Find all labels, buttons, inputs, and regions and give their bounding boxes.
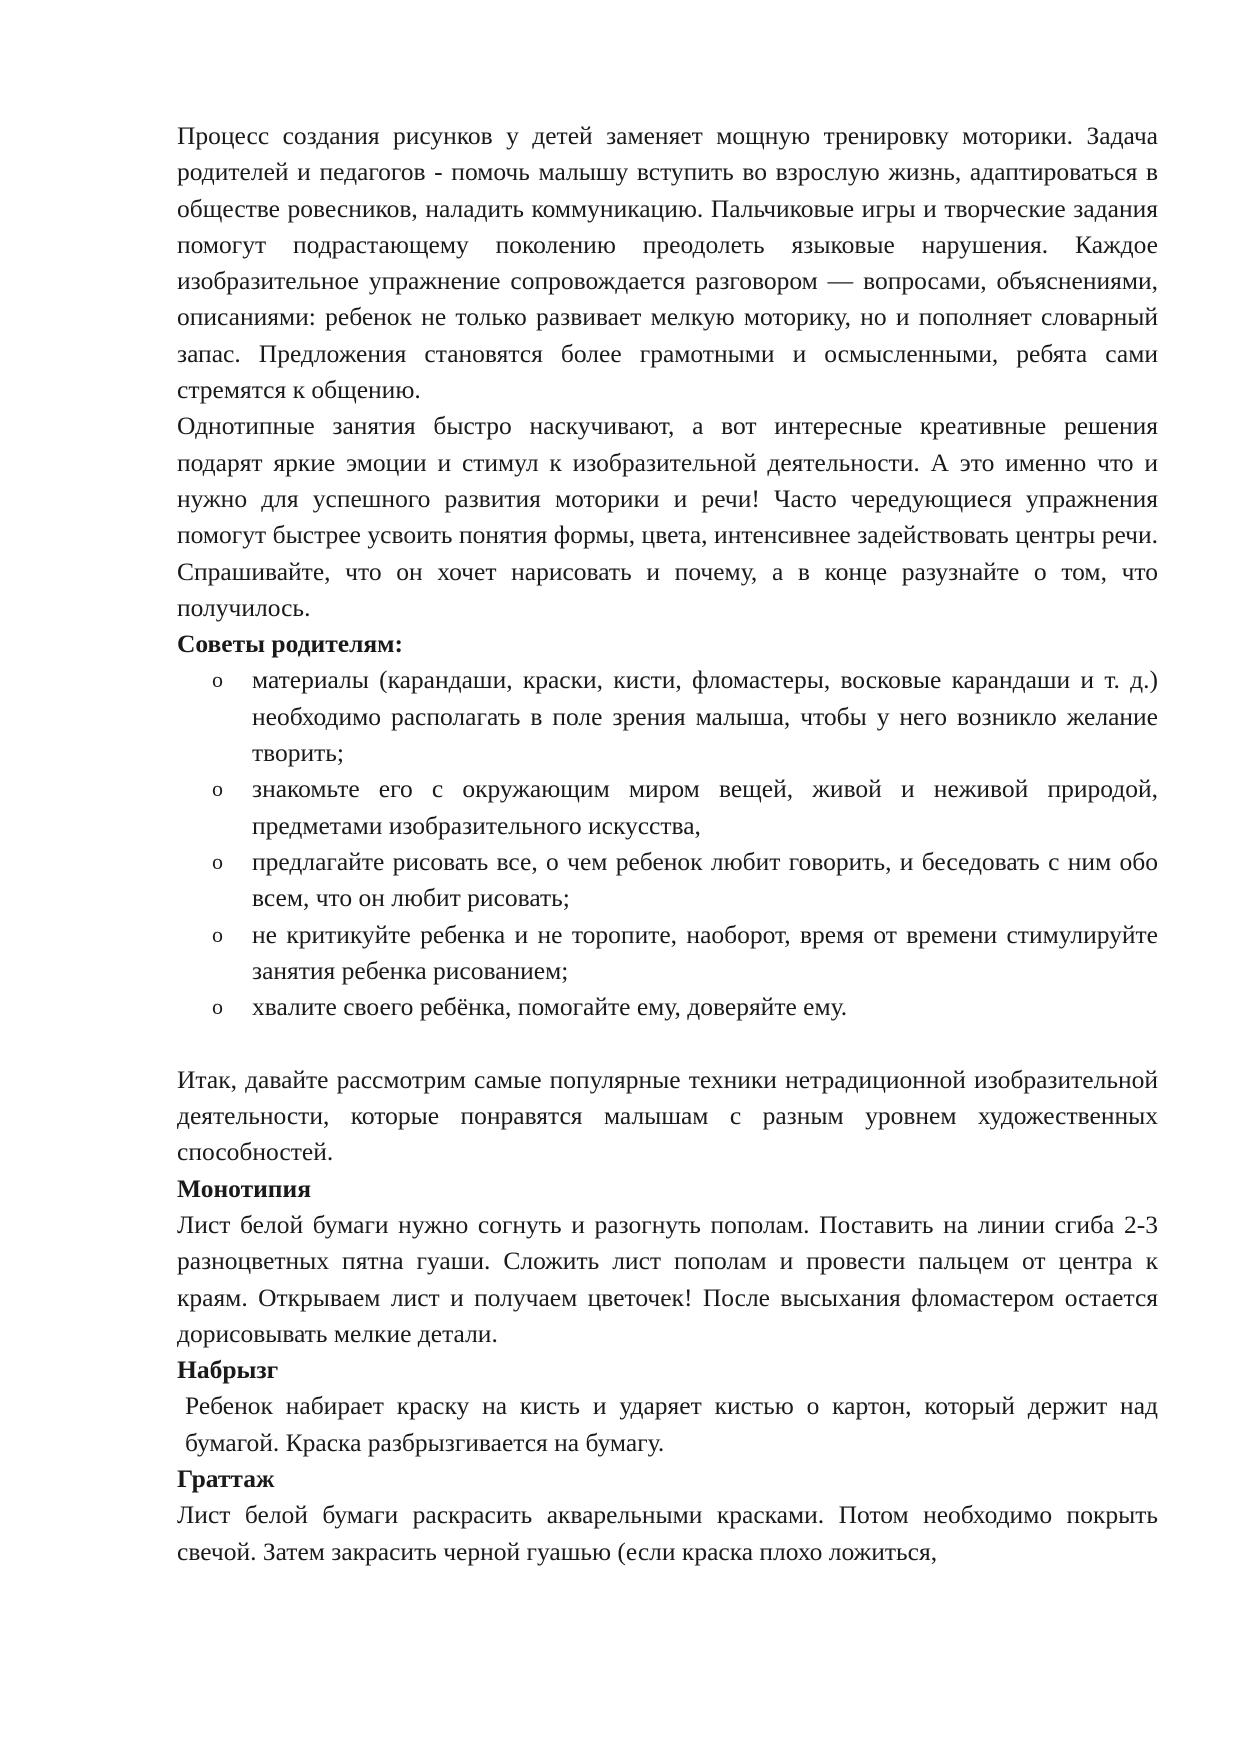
tips-list-item: o предлагайте рисовать все, о чем ребенок любит говорить, и беседовать с ним обо всем, что он любит рисовать; [252,844,1158,917]
tips-list [177,662,1158,1025]
blank-line [177,1025,1158,1061]
tips-list-item: o знакомьте его с окружающим миром вещей, живой и неживой природой, предметами изобразительного искусства, [252,771,1158,844]
bullet-marker: o [212,776,223,802]
techniques-intro: Итак, давайте рассмотрим самые популярные техники нетрадиционной изобразительной деятельности, которые понравятся малышам с разным уровнем художественных способностей. [177,1064,1158,1167]
technique-title-monotype: Монотипия [177,1173,311,1203]
bullet-marker: o [212,667,223,693]
tips-list-item: o не критикуйте ребенка и не торопите, наоборот, время от времени стимулируйте занятия ребенка рисованием; [252,917,1158,990]
paragraph-creative-activities: Однотипные занятия быстро наскучивают, а вот интересные креативные решения подарят яркие эмоции и стимул к изобразительной деятельности. А это именно что и нужно для успешного развития моторики и речи! Часто чередующиеся упражнения помогут быстрее усвоить понятия формы, цвета, интенсивнее задействовать центры речи. Спрашивайте, что он хочет нарисовать и почему, а в конце разузнайте о том, что получилось. [177,411,1158,622]
bullet-marker: o [212,994,223,1020]
technique-text-spray: Ребенок набирает краску на кисть и ударяет кистью о картон, который держит над бумагой. Краска разбрызгивается на бумагу. [185,1391,1158,1457]
technique-title-grattage: Граттаж [177,1463,275,1493]
tips-heading: Советы родителям: [177,629,404,659]
paragraph-motor-skills: Процесс создания рисунков у детей заменяет мощную тренировку моторики. Задача родителей и педагогов - помочь малышу вступить во взрослую жизнь, адаптироваться в обществе ровесников, наладить коммуникацию. Пальчиковые игры и творческие задания помогут подрастающему поколению преодолеть языковые нарушения. Каждое изобразительное упражнение сопровождается разговором — вопросами, объяснениями, описаниями: ребенок не только развивает мелкую моторику, но и пополняет словарный запас. Предложения становятся более грамотными и осмысленными, ребята сами стремятся к общению. [177,121,1158,405]
technique-text-grattage: Лист белой бумаги раскрасить акварельными красками. Потом необходимо покрыть свечой. Затем закрасить черной гуашью (если краска плохо ложиться, [177,1500,1158,1566]
tips-list-item: o хвалите своего ребёнка, помогайте ему, доверяйте ему. [252,989,1158,1025]
tips-list-item: o материалы (карандаши, краски, кисти, фломастеры, восковые карандаши и т. д.) необходимо располагать в поле зрения малыша, чтобы у него возникло желание творить; [252,662,1158,771]
technique-title-spray: Набрызг [177,1355,279,1385]
technique-text-monotype: Лист белой бумаги нужно согнуть и разогнуть пополам. Поставить на линии сгиба 2-3 разноцветных пятна гуаши. Сложить лист пополам и провести пальцем от центра к краям. Открываем лист и получаем цветочек! После высыхания фломастером остается дорисовывать мелкие детали. [177,1209,1158,1348]
bullet-marker: o [212,848,223,874]
bullet-marker: o [212,921,223,947]
document-page [177,118,1158,1570]
